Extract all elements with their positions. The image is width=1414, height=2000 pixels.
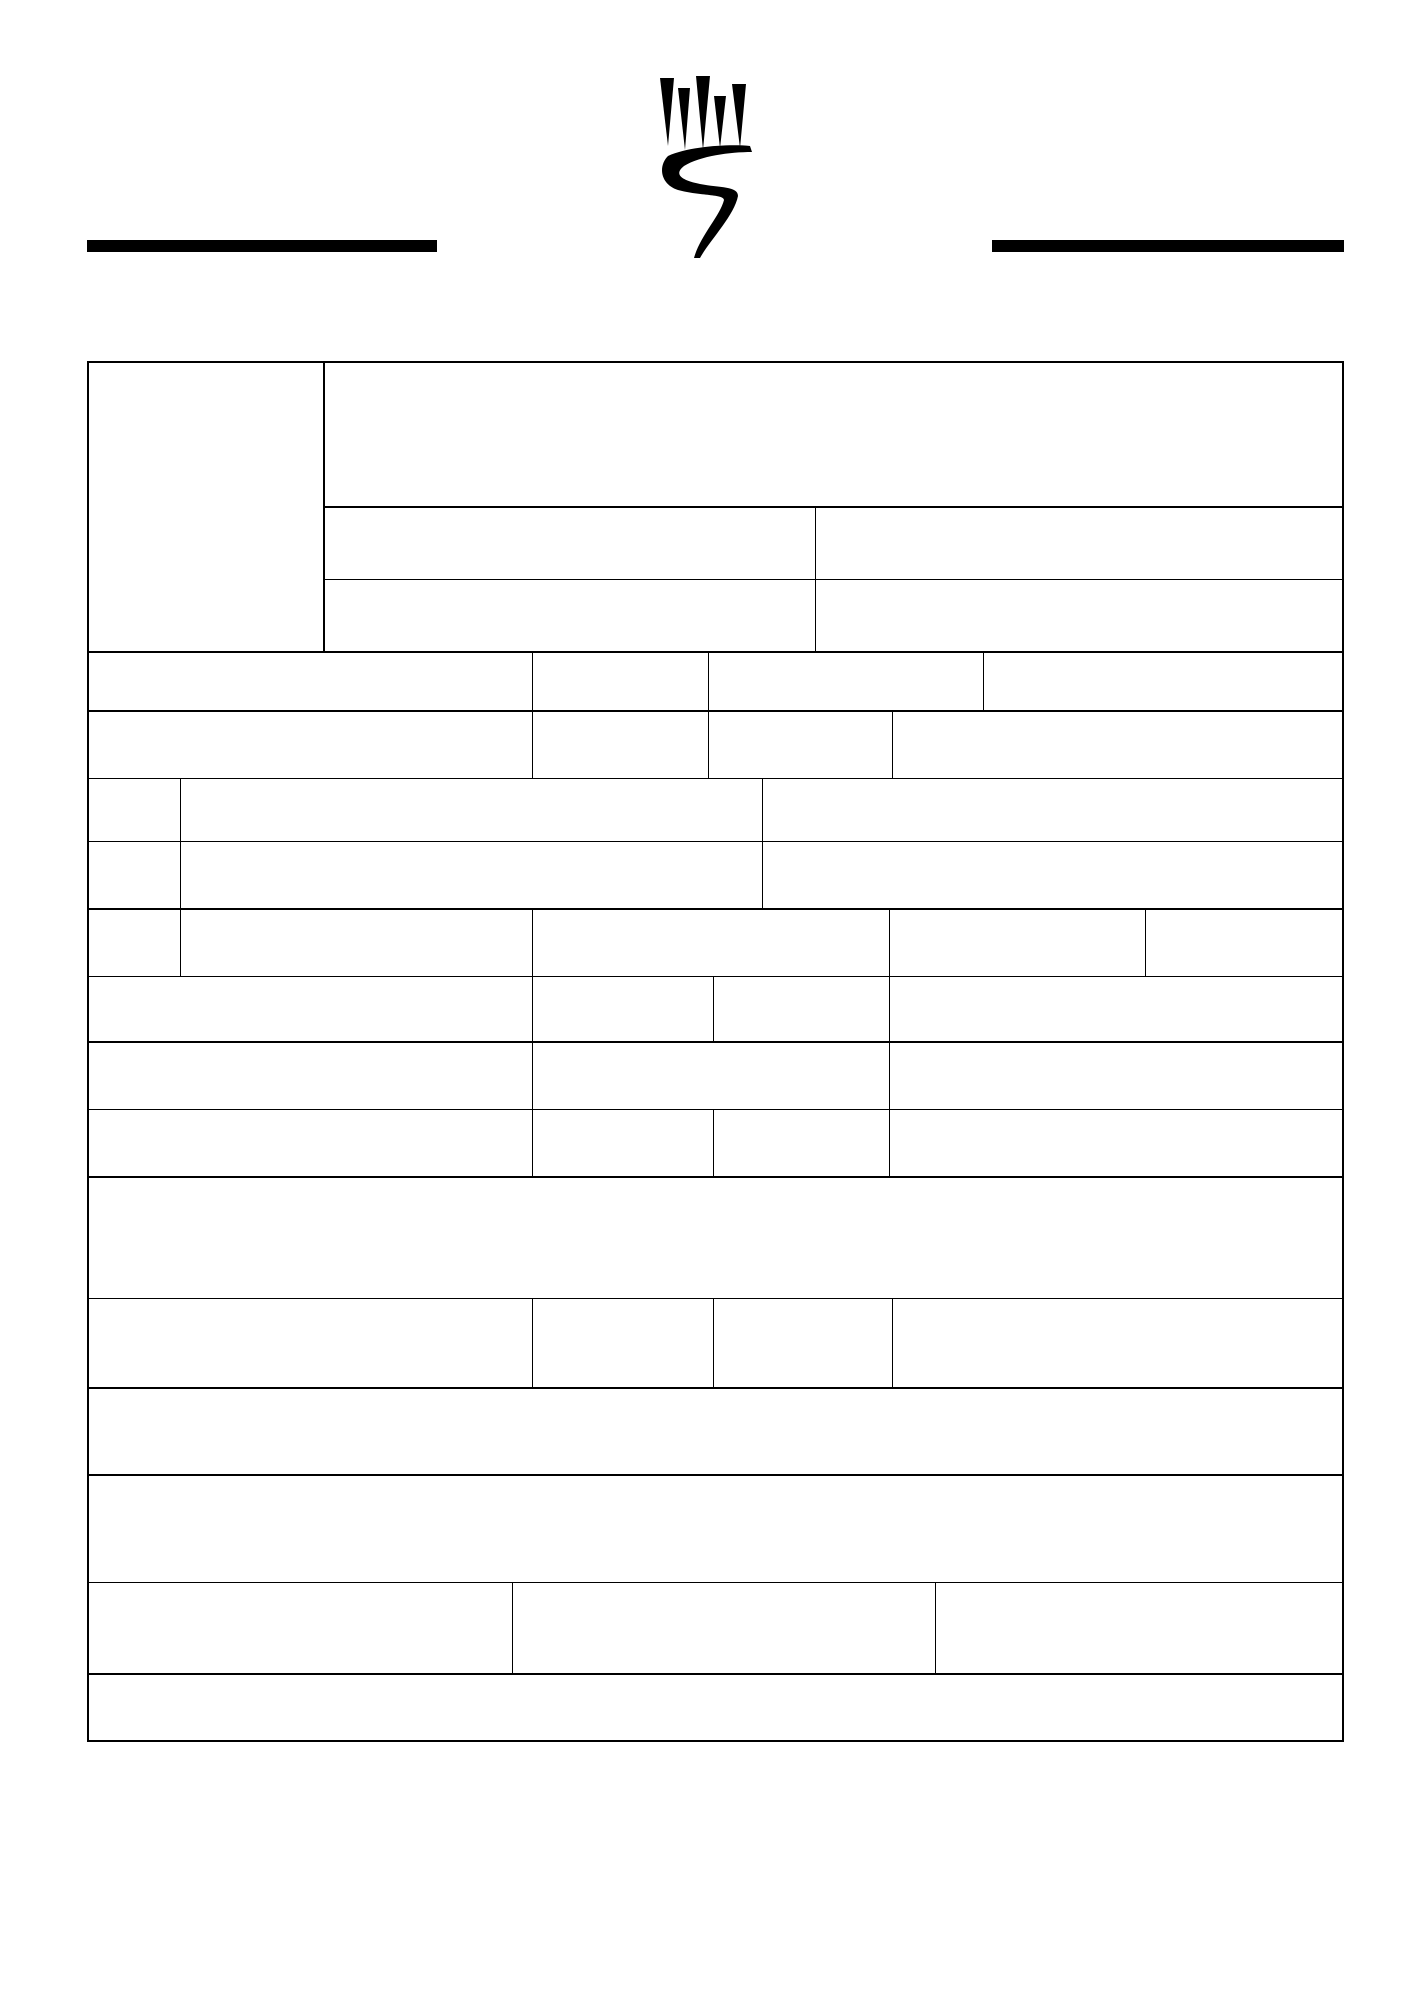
yad-vashem-logo-icon <box>660 76 760 258</box>
form-table <box>87 361 1344 1742</box>
title-bar-left <box>87 240 437 252</box>
title-bar-right <box>992 240 1344 252</box>
